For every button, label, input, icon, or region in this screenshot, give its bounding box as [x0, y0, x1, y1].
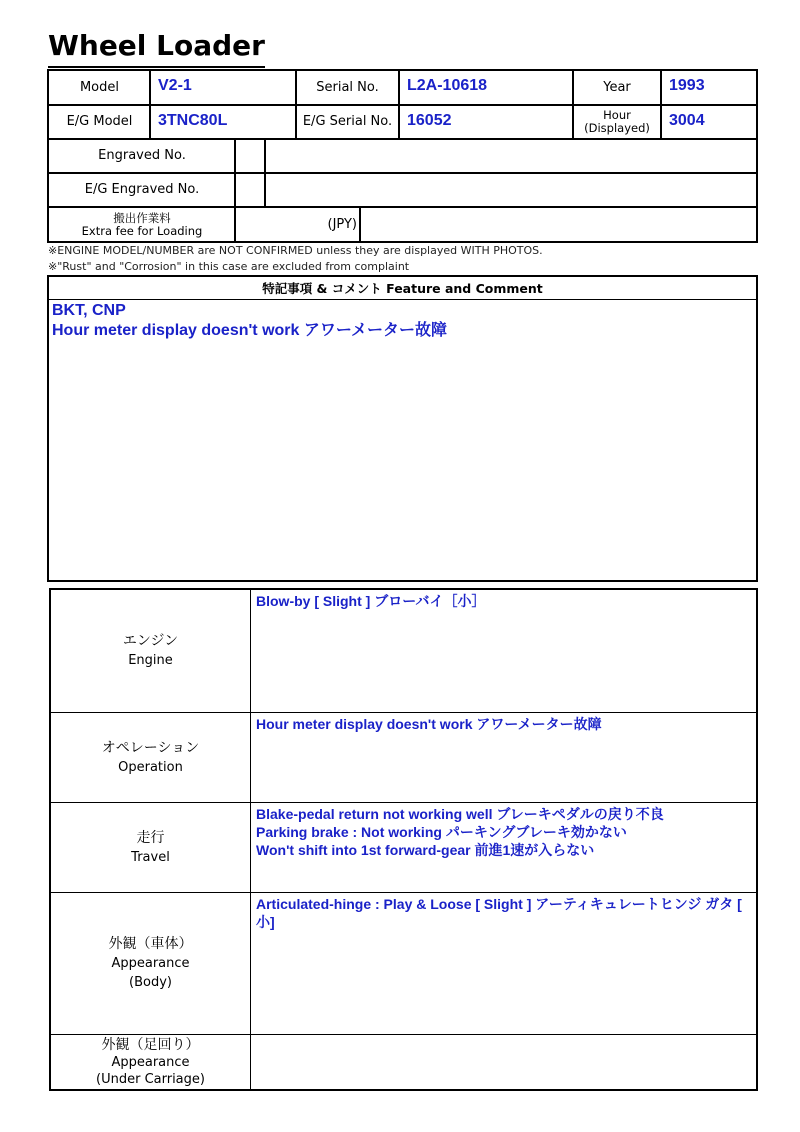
- operation-section-label: [51, 713, 250, 802]
- engine-section-label: [51, 590, 250, 712]
- engine-label-en: Engine: [128, 653, 173, 668]
- year-value: 1993: [669, 77, 705, 94]
- eg-model-value: 3TNC80L: [158, 112, 228, 129]
- engraved-label: Engraved No.: [98, 148, 186, 163]
- operation-label-jp: オペレーション: [101, 739, 200, 756]
- hour-label-line1: Hour: [603, 108, 631, 122]
- hour-label: [574, 106, 660, 138]
- model-label: Model: [79, 79, 120, 95]
- travel-section-label: [51, 803, 250, 892]
- appearance-undercarriage-label-en2: (Under Carriage): [96, 1072, 205, 1087]
- appearance-body-findings: [251, 893, 756, 1034]
- loading-fee-label: [50, 208, 234, 242]
- engine-findings: [251, 590, 756, 712]
- page-title: Wheel Loader: [48, 28, 265, 68]
- appearance-undercarriage-label-jp: 外観（足回り）: [101, 1037, 200, 1053]
- travel-label-jp: 走行: [136, 829, 165, 846]
- year-label: Year: [603, 79, 631, 95]
- hour-label-line2: (Displayed): [584, 121, 650, 135]
- finding-line: Won't shift into 1st forward-gear 前進1速が入らない: [256, 842, 595, 858]
- finding-line: Hour meter display doesn't work アワーメーター故障: [256, 716, 602, 732]
- serial-value: L2A-10618: [407, 77, 488, 94]
- engine-label-jp: エンジン: [122, 633, 179, 649]
- serial-label: Serial No.: [316, 79, 379, 95]
- model-value: V2-1: [158, 77, 192, 94]
- appearance-undercarriage-section-label: [51, 1035, 250, 1090]
- hour-value: 3004: [669, 112, 705, 129]
- comment-body: [52, 301, 752, 341]
- comment-header: 特記事項 & コメント Feature and Comment: [262, 281, 543, 296]
- engine-confirm-note: ※ENGINE MODEL/NUMBER are NOT CONFIRMED unless they are displayed WITH PHOTOS.: [48, 244, 543, 257]
- eg-serial-value: 16052: [407, 112, 452, 129]
- appearance-undercarriage-findings: [251, 1035, 756, 1090]
- loading-fee-currency: (JPY): [327, 217, 357, 232]
- appearance-undercarriage-label-en: Appearance: [111, 1055, 190, 1070]
- eg-engraved-label: E/G Engraved No.: [84, 182, 200, 197]
- appearance-body-label-jp: 外観（車体）: [108, 936, 193, 952]
- appearance-body-label-en2: (Body): [129, 975, 172, 990]
- loading-fee-label-jp: 搬出作業料: [113, 211, 171, 225]
- finding-line: Blow-by [ Slight ] ブローバイ［小］: [256, 593, 486, 609]
- finding-line: Blake-pedal return not working well ブレーキペダルの戻り不良: [256, 806, 664, 822]
- comment-line: BKT, CNP: [52, 302, 126, 319]
- travel-findings: [251, 803, 756, 892]
- eg-serial-label: E/G Serial No.: [302, 114, 393, 129]
- finding-line: Parking brake : Not working パーキングブレーキ効かない: [256, 824, 627, 840]
- appearance-body-label-en: Appearance: [111, 956, 190, 971]
- comment-line: Hour meter display doesn't work アワーメーター故障: [52, 322, 448, 339]
- operation-findings: [251, 713, 756, 802]
- travel-label-en: Travel: [131, 849, 170, 865]
- eg-model-label: E/G Model: [66, 114, 133, 129]
- appearance-body-section-label: [51, 893, 250, 1034]
- operation-label-en: Operation: [118, 759, 183, 775]
- rust-note: ※"Rust" and "Corrosion" in this case are excluded from complaint: [48, 260, 410, 273]
- finding-line: Articulated-hinge : Play & Loose [ Slight ] アーティキュレートヒンジ ガタ [ 小]: [256, 896, 742, 930]
- loading-fee-label-en: Extra fee for Loading: [81, 224, 203, 238]
